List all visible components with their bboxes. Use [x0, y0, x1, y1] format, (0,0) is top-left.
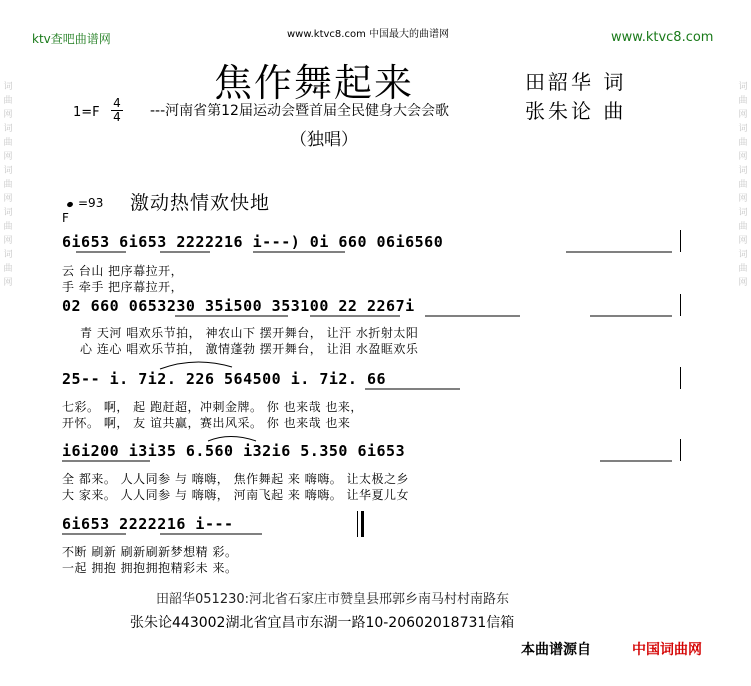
score-notes-line: 6i653 6i653 2222216 i---) 0i 660 06i6560: [62, 233, 444, 251]
site-banner-center[interactable]: www.ktvc8.com 中国最大的曲谱网: [287, 29, 450, 40]
lyrics-verse-1: 云 台山 把序幕拉开，: [62, 264, 184, 278]
source-site-link[interactable]: 中国词曲网: [632, 642, 702, 658]
performance-type: （独唱）: [290, 130, 358, 150]
dynamic-mark: F: [62, 211, 69, 225]
lyrics-verse-2: 心 连心 唱欢乐节拍， 激情蓬勃 摆开舞台， 让泪 水盈眶欢乐: [80, 342, 419, 356]
score-notes-line: 02 660 0653230 35i500 353100 22 2267i: [62, 297, 415, 315]
score-notes-line: 25-- i. 7i2. 226 564500 i. 7i2. 66: [62, 370, 387, 388]
slur: [160, 362, 232, 369]
lyrics-verse-2: 开怀。 啊， 友 谊共赢，赛出风采。 你 也来哉 也来: [62, 416, 351, 430]
lyrics-verse-2: 一起 拥抱 拥抱拥抱精彩未 来。: [62, 561, 238, 575]
score-notes-line: 6i653 2222216 i---: [62, 515, 234, 533]
lyrics-verse-1: 七彩。 啊， 起 跑赶超，冲刺金牌。 你 也来哉 也来，: [62, 400, 363, 414]
slur: [208, 437, 256, 442]
lyrics-verse-1: 全 都来。 人人同参 与 嗨嗨， 焦作舞起 来 嗨嗨。 让太极之乡: [62, 472, 410, 486]
score-notes-line: i6i200 i3i35 6.560 i32i6 5.350 6i653: [62, 442, 406, 460]
time-signature-top: 4: [113, 96, 121, 110]
expression-marking: 激动热情欢快地: [130, 192, 271, 214]
watermark-right: 词曲网词曲网词曲网词曲网词曲网: [738, 82, 748, 288]
composer-credit: 张朱论 曲: [525, 99, 627, 123]
time-signature-bottom: 4: [111, 110, 123, 124]
lyricist-credit: 田韶华 词: [525, 70, 627, 94]
key-signature: 1=F: [73, 105, 100, 120]
source-label: 本曲谱源自: [521, 642, 591, 658]
lyricist-address: 田韶华051230:河北省石家庄市赞皇县邢郭乡南马村村南路东: [156, 592, 510, 607]
song-subtitle: ---河南省第12届运动会暨首届全民健身大会会歌: [150, 103, 449, 119]
lyrics-verse-1: 青 天河 唱欢乐节拍， 神农山下 摆开舞台， 让汗 水折射太阳: [80, 326, 419, 340]
tempo-marking: =93: [78, 196, 104, 210]
lyrics-verse-2: 大 家来。 人人同参 与 嗨嗨， 河南飞起 来 嗨嗨。 让华夏儿女: [62, 488, 410, 502]
lyrics-verse-1: 不断 刷新 刷新刷新梦想精 彩。: [62, 545, 238, 559]
site-name-left[interactable]: ktv查吧曲谱网: [32, 32, 111, 46]
song-title: 焦作舞起来: [214, 61, 415, 105]
composer-address: 张朱论443002湖北省宜昌市东湖一路10-20602018731信箱: [130, 615, 515, 631]
watermark-left: 词曲网词曲网词曲网词曲网词曲网: [3, 82, 13, 288]
lyrics-verse-2: 手 牵手 把序幕拉开，: [62, 280, 184, 294]
site-url-right[interactable]: www.ktvc8.com: [611, 30, 714, 45]
